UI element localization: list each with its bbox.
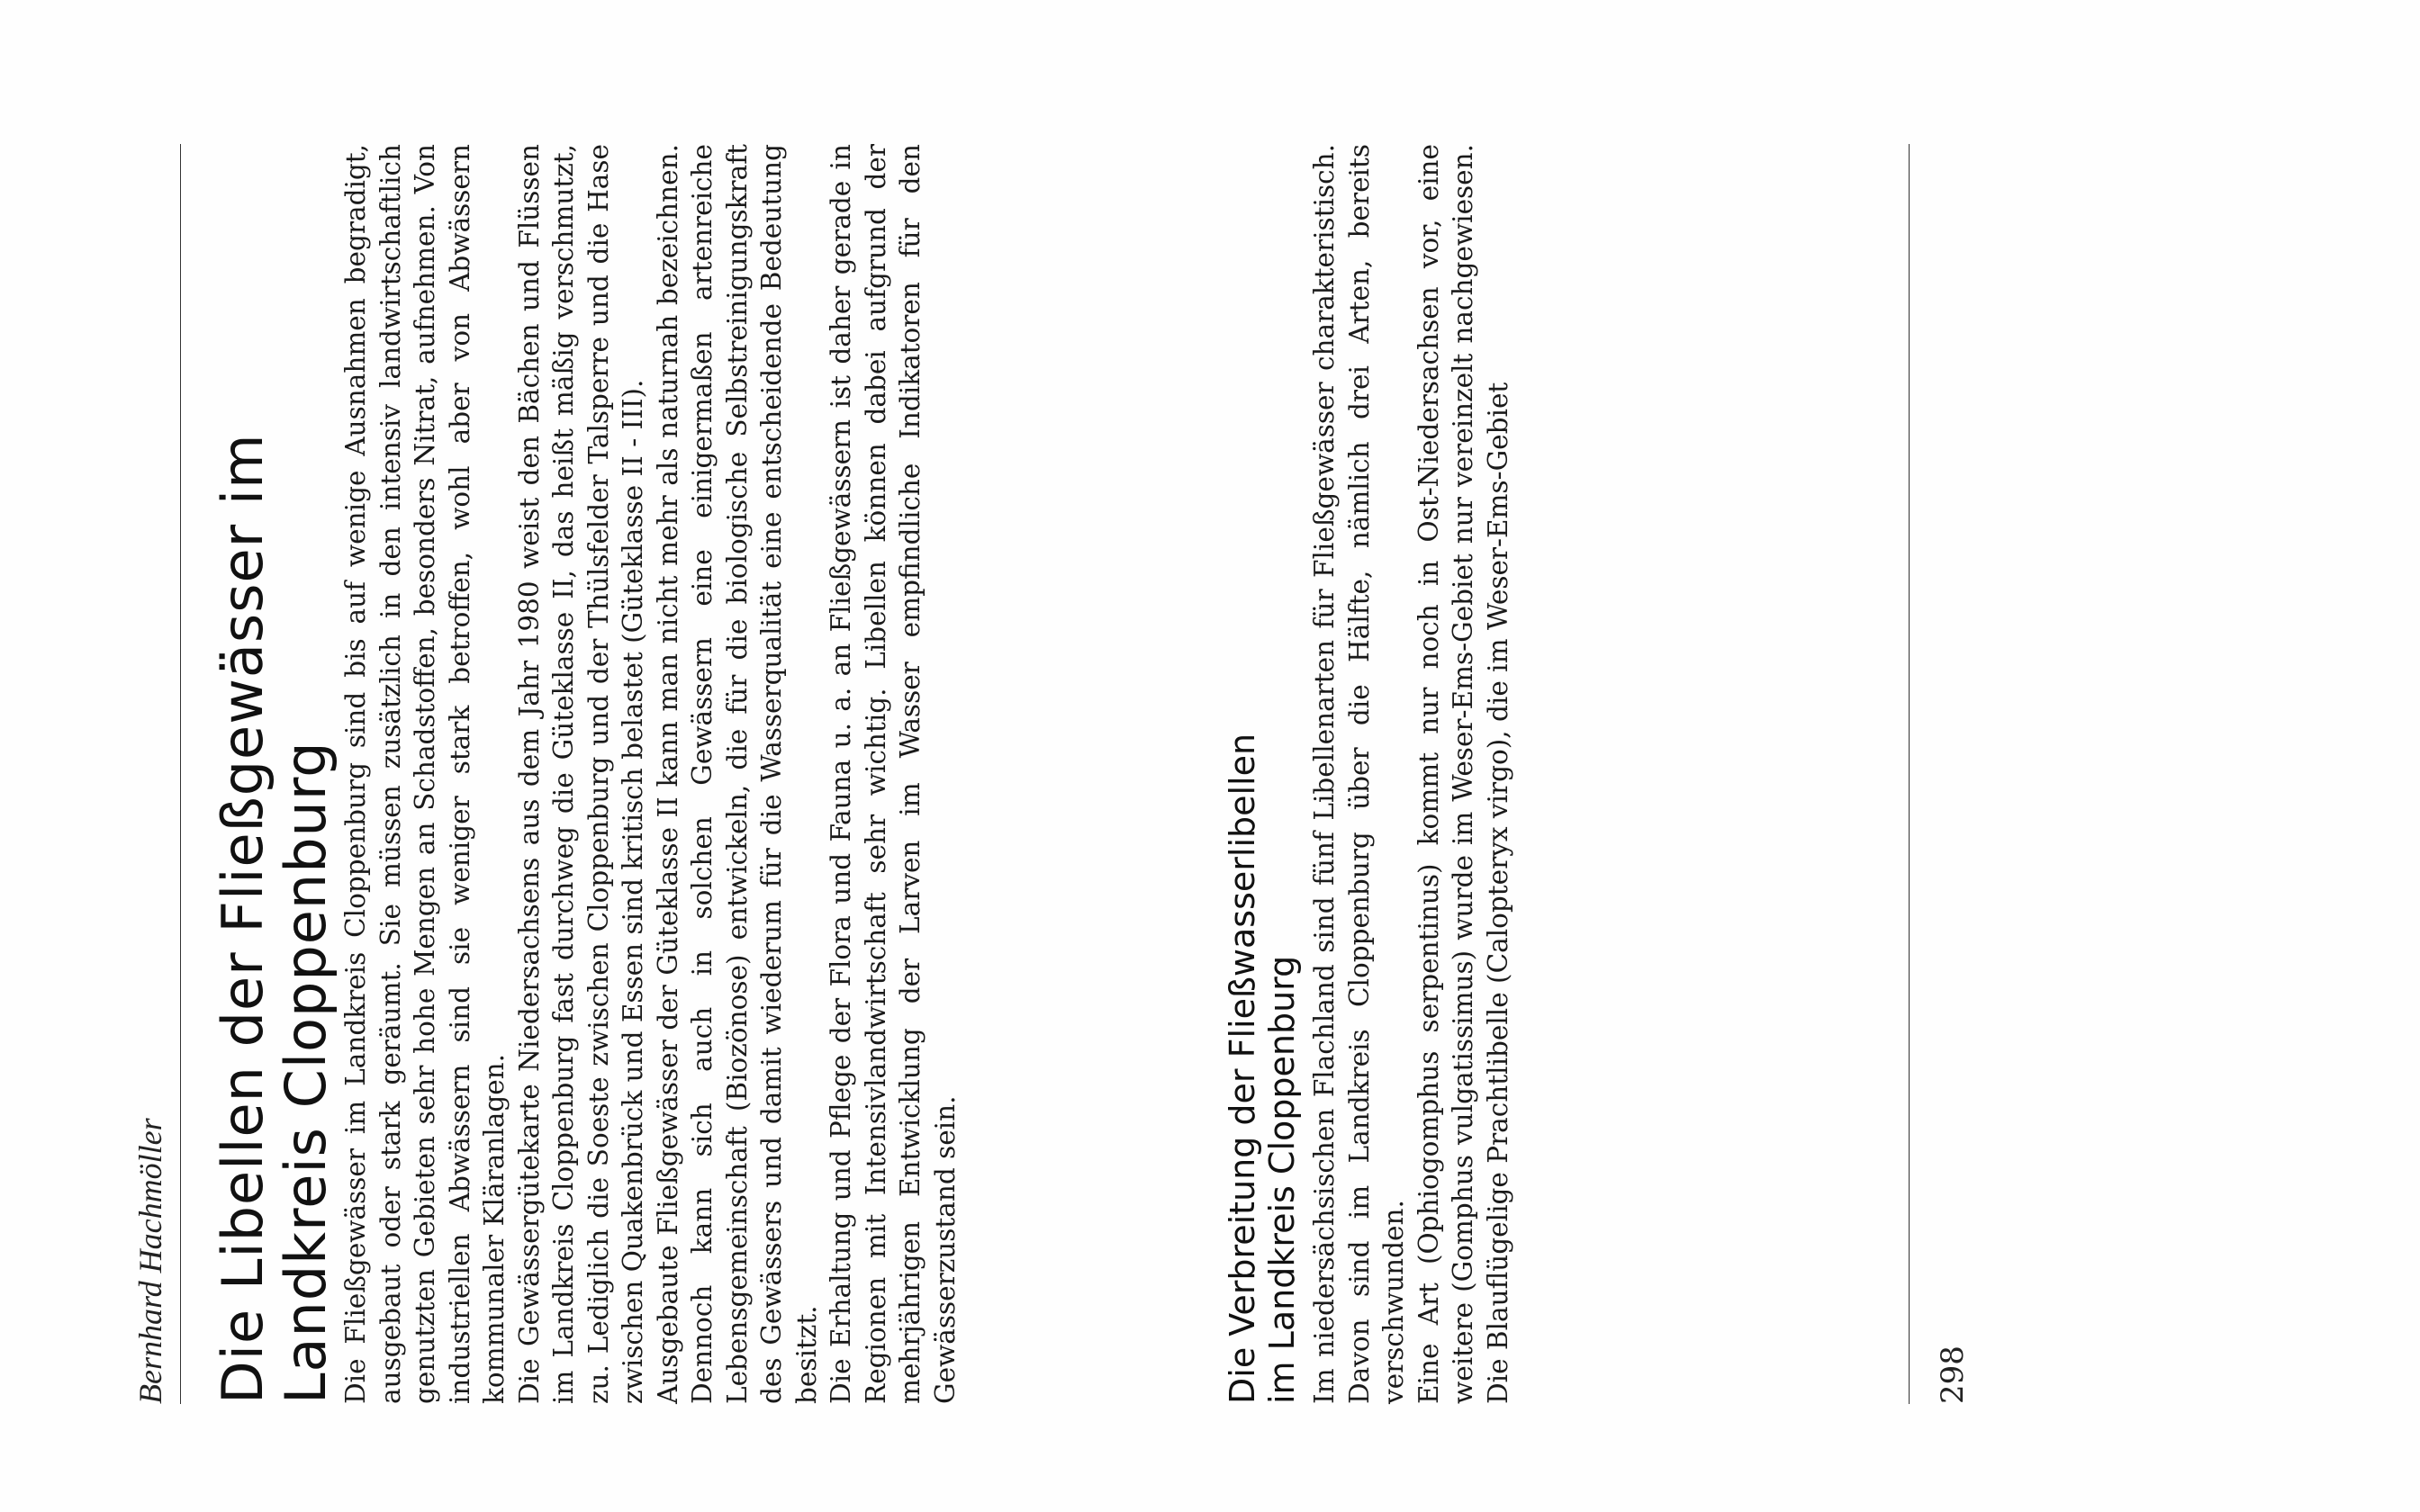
section-2-body bbox=[1307, 144, 1515, 1404]
page-footer bbox=[1909, 144, 1973, 1404]
paragraph: Eine Art (Ophiogomphus serpentinus) kommt nur noch in Ost-Niedersachsen vor, eine weitere (Gomphus vulgatissimus) wurde im Weser-Ems-Gebiet nur vereinzelt nachgewiesen. Die Blauflügelige Prachtlibelle (Calopteryx virgo), die im Weser-Ems-Gebiet bbox=[1413, 144, 1513, 1404]
paragraph: Im niedersächsischen Flachland sind fünf Libellenarten für Fließgewässer charakteristisch. Davon sind im Landkreis Cloppenburg über die Hälfte, nämlich drei Arten, bereits verschwunden. bbox=[1309, 144, 1409, 1404]
article-title-line-1: Die Libellen der Fließgewässer im bbox=[210, 433, 275, 1404]
page-header bbox=[117, 144, 181, 1404]
paragraph: Die Gewässergütekarte Niedersachsens aus dem Jahr 1980 weist den Bächen und Flüssen im Landkreis Cloppenburg fast durchweg die Güteklasse II, das heißt mäßig verschmutzt, zu. Lediglich die Soeste zwischen Cloppenburg und der Thülsfelder Talsperre und die Hase zwischen Quakenbrück und Essen sind kritisch belastet (Güteklasse II - III). bbox=[513, 144, 648, 1404]
paragraph: Die Erhaltung und Pflege der Flora und Fauna u. a. an Fließgewässern ist daher gerade in Regionen mit Intensivlandwirtschaft sehr wichtig. Libellen können dabei aufgrund der mehrjährigen Entwicklung der Larven im Wasser empfindliche Indikatoren für den Gewässerzustand sein. bbox=[826, 144, 961, 1404]
section-2-heading bbox=[1223, 144, 1302, 1404]
paragraph: Die Fließgewässer im Landkreis Cloppenburg sind bis auf wenige Ausnahmen begradigt, ausgebaut oder stark geräumt. Sie müssen zusätzlich in den intensiv landwirtschaftlich genutzten Gebieten sehr hohe Mengen an Schadstoffen, besonders Nitrat, aufnehmen. Von industriellen Abwässern sind sie weniger stark betroffen, wohl aber von Abwässern kommunaler Kläranlagen. bbox=[340, 144, 510, 1404]
section-1-body bbox=[339, 144, 962, 1404]
article-title bbox=[212, 144, 338, 1404]
page-number: 298 bbox=[1935, 1346, 1971, 1404]
paragraph: Ausgebaute Fließgewässer der Güteklasse II kann man nicht mehr als naturnah bezeichnen. Dennoch kann sich auch in solchen Gewässern eine einigermaßen artenreiche Lebensgemeinschaft (Biozönose) entwickeln, die für die biologische Selbstreinigungskraft des Gewässers und damit wiederum für die Wasserqualität eine entscheidende Bedeutung besitzt. bbox=[652, 144, 822, 1404]
section-2-heading-line-1: Die Verbreitung der Fließwasserlibellen bbox=[1223, 733, 1262, 1404]
running-head-author: Bernhard Hachmöller bbox=[132, 1118, 168, 1404]
section-2-heading-line-2: im Landkreis Cloppenburg bbox=[1262, 955, 1302, 1404]
article-title-line-2: Landkreis Cloppenburg bbox=[273, 741, 339, 1404]
